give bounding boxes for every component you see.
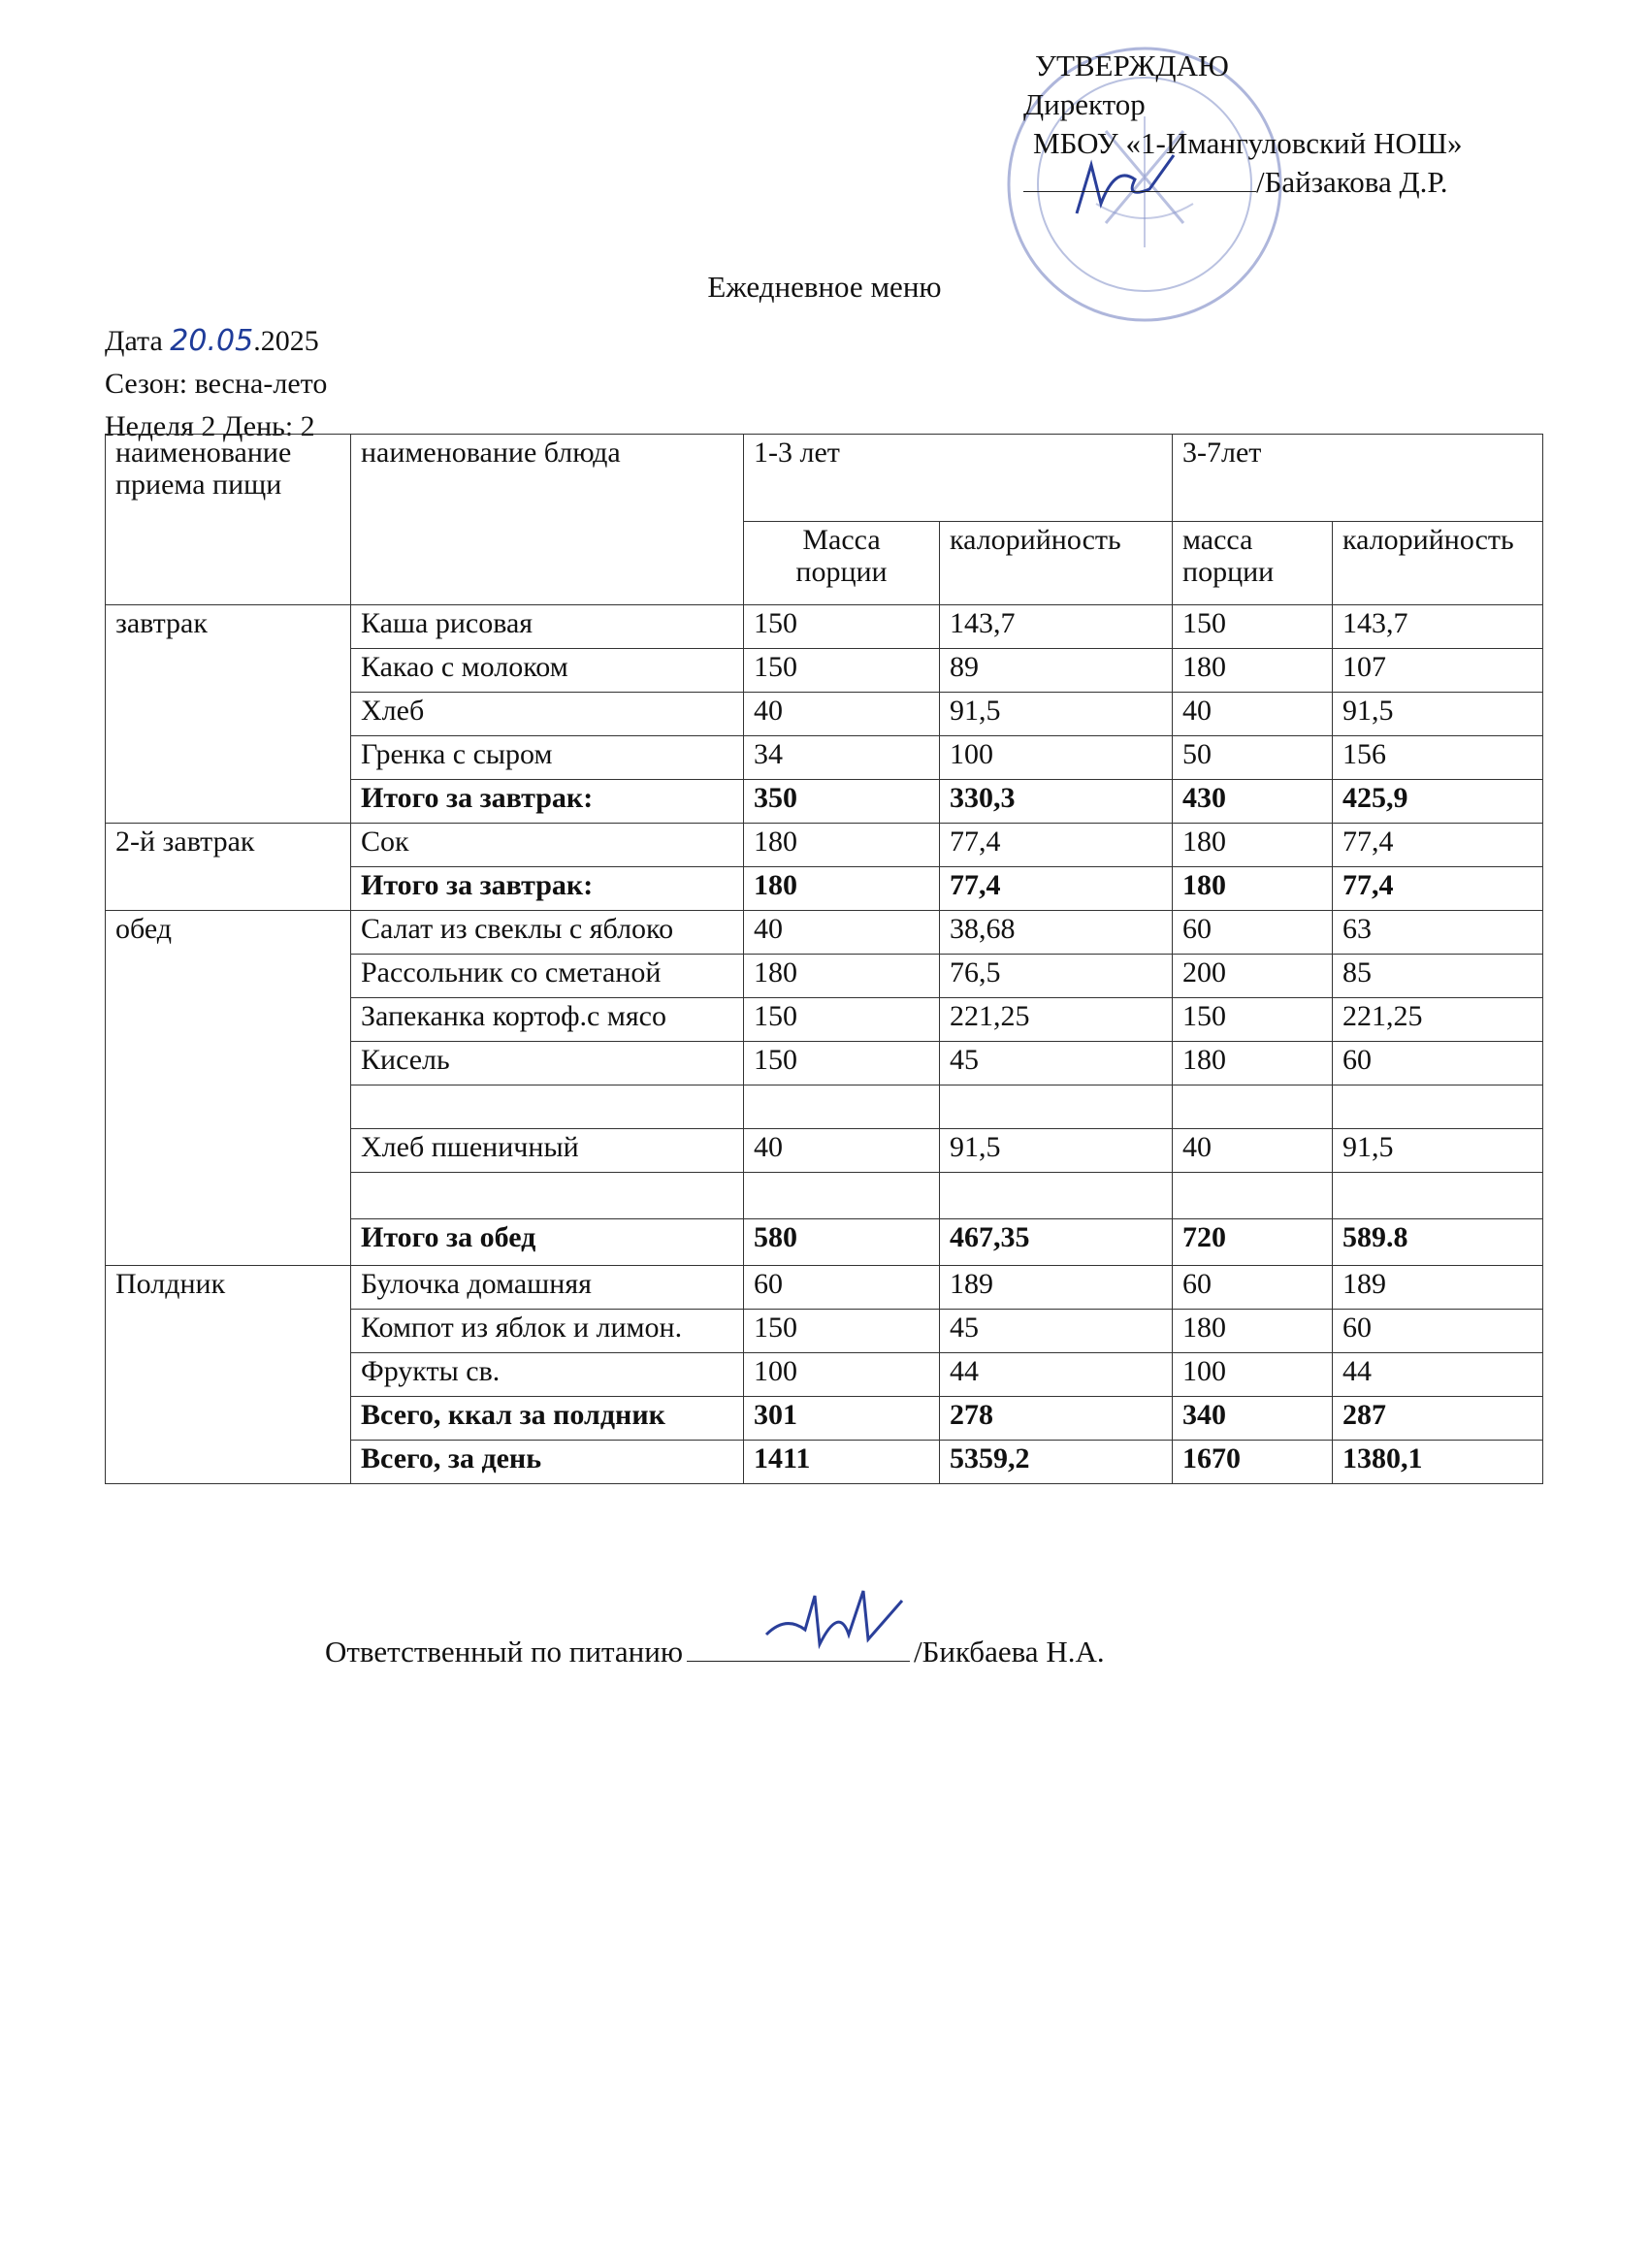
calorie-cell: 156 — [1333, 736, 1543, 780]
header-cal-2: калорийность — [1333, 522, 1543, 605]
mass-cell: 100 — [1173, 1353, 1333, 1397]
header-dish: наименование блюда — [351, 435, 744, 605]
mass-cell: 180 — [744, 867, 940, 911]
calorie-cell: 38,68 — [940, 911, 1173, 955]
mass-cell: 34 — [744, 736, 940, 780]
calorie-cell: 45 — [940, 1042, 1173, 1085]
mass-cell: 40 — [744, 1129, 940, 1173]
header-cal-1: калорийность — [940, 522, 1173, 605]
calorie-cell: 425,9 — [1333, 780, 1543, 824]
calorie-cell: 221,25 — [940, 998, 1173, 1042]
responsible-name: /Бикбаева Н.А. — [914, 1635, 1105, 1669]
calorie-cell: 77,4 — [940, 824, 1173, 867]
calorie-cell: 89 — [940, 649, 1173, 693]
calorie-cell: 221,25 — [1333, 998, 1543, 1042]
mass-cell: 1411 — [744, 1441, 940, 1484]
calorie-cell: 44 — [940, 1353, 1173, 1397]
dish-cell: Каша рисовая — [351, 605, 744, 649]
responsible-underline — [687, 1661, 910, 1662]
calorie-cell — [940, 1085, 1173, 1129]
header-age-3-7: 3-7лет — [1173, 435, 1543, 522]
dish-cell: Запеканка кортоф.с мясо — [351, 998, 744, 1042]
dish-cell: Итого за завтрак: — [351, 780, 744, 824]
meal-cell: завтрак — [106, 605, 351, 824]
responsible-block — [325, 1635, 1105, 1669]
dish-cell: Хлеб — [351, 693, 744, 736]
mass-cell: 150 — [744, 605, 940, 649]
mass-cell — [1173, 1085, 1333, 1129]
calorie-cell: 189 — [1333, 1266, 1543, 1310]
mass-cell: 60 — [1173, 1266, 1333, 1310]
calorie-cell: 100 — [940, 736, 1173, 780]
calorie-cell: 467,35 — [940, 1219, 1173, 1266]
mass-cell: 100 — [744, 1353, 940, 1397]
header-mass-1: Масса порции — [744, 522, 940, 605]
menu-meta — [105, 320, 327, 448]
mass-cell: 720 — [1173, 1219, 1333, 1266]
table-row — [106, 911, 1543, 955]
calorie-cell: 189 — [940, 1266, 1173, 1310]
header-age-1-3: 1-3 лет — [744, 435, 1173, 522]
calorie-cell: 589.8 — [1333, 1219, 1543, 1266]
table-row — [106, 605, 1543, 649]
approval-name: /Байзакова Д.Р. — [1256, 165, 1448, 199]
mass-cell: 60 — [1173, 911, 1333, 955]
meal-cell: Полдник — [106, 1266, 351, 1484]
dish-cell: Итого за обед — [351, 1219, 744, 1266]
approval-position: Директор — [1023, 87, 1146, 121]
calorie-cell: 143,7 — [1333, 605, 1543, 649]
calorie-cell: 1380,1 — [1333, 1441, 1543, 1484]
calorie-cell: 76,5 — [940, 955, 1173, 998]
mass-cell: 50 — [1173, 736, 1333, 780]
mass-cell: 150 — [744, 649, 940, 693]
dish-cell — [351, 1085, 744, 1129]
dish-cell: Компот из яблок и лимон. — [351, 1310, 744, 1353]
date-line — [105, 320, 327, 363]
dish-cell: Кисель — [351, 1042, 744, 1085]
mass-cell: 180 — [1173, 867, 1333, 911]
calorie-cell: 5359,2 — [940, 1441, 1173, 1484]
mass-cell: 180 — [744, 824, 940, 867]
dish-cell: Хлеб пшеничный — [351, 1129, 744, 1173]
calorie-cell — [1333, 1085, 1543, 1129]
mass-cell: 150 — [744, 1042, 940, 1085]
dish-cell: Сок — [351, 824, 744, 867]
mass-cell — [744, 1173, 940, 1219]
mass-cell — [1173, 1173, 1333, 1219]
week-day-line: Неделя 2 День: 2 — [105, 410, 315, 442]
page-title: Ежедневное меню — [707, 270, 942, 304]
date-handwritten: 20.05 — [170, 324, 254, 358]
dish-cell: Итого за завтрак: — [351, 867, 744, 911]
dish-cell: Булочка домашняя — [351, 1266, 744, 1310]
calorie-cell: 44 — [1333, 1353, 1543, 1397]
mass-cell: 180 — [1173, 649, 1333, 693]
calorie-cell: 77,4 — [1333, 867, 1543, 911]
mass-cell: 150 — [744, 1310, 940, 1353]
approval-school: МБОУ «1-Имангуловский НОШ» — [1033, 126, 1463, 160]
mass-cell: 40 — [744, 693, 940, 736]
calorie-cell: 45 — [940, 1310, 1173, 1353]
mass-cell: 150 — [1173, 605, 1333, 649]
calorie-cell: 143,7 — [940, 605, 1173, 649]
table-row — [106, 1266, 1543, 1310]
mass-cell: 200 — [1173, 955, 1333, 998]
signature-underline — [1023, 191, 1256, 192]
header-mass-2: масса порции — [1173, 522, 1333, 605]
dish-cell: Рассольник со сметаной — [351, 955, 744, 998]
approval-signature-line — [1023, 163, 1463, 202]
approval-block — [1023, 47, 1463, 202]
mass-cell: 60 — [744, 1266, 940, 1310]
dish-cell: Салат из свеклы с яблоко — [351, 911, 744, 955]
calorie-cell: 77,4 — [1333, 824, 1543, 867]
calorie-cell: 107 — [1333, 649, 1543, 693]
calorie-cell — [1333, 1173, 1543, 1219]
season-line: Сезон: весна-лето — [105, 368, 328, 400]
calorie-cell: 91,5 — [940, 693, 1173, 736]
calorie-cell: 77,4 — [940, 867, 1173, 911]
calorie-cell: 85 — [1333, 955, 1543, 998]
calorie-cell: 330,3 — [940, 780, 1173, 824]
mass-cell: 40 — [1173, 693, 1333, 736]
mass-cell: 340 — [1173, 1397, 1333, 1441]
mass-cell: 180 — [744, 955, 940, 998]
mass-cell: 40 — [744, 911, 940, 955]
calorie-cell: 287 — [1333, 1397, 1543, 1441]
dish-cell: Всего, за день — [351, 1441, 744, 1484]
responsible-label: Ответственный по питанию — [325, 1635, 683, 1669]
calorie-cell: 91,5 — [1333, 1129, 1543, 1173]
menu-table — [105, 434, 1543, 1484]
calorie-cell: 91,5 — [940, 1129, 1173, 1173]
dish-cell: Какао с молоком — [351, 649, 744, 693]
calorie-cell: 60 — [1333, 1310, 1543, 1353]
mass-cell: 1670 — [1173, 1441, 1333, 1484]
approval-heading: УТВЕРЖДАЮ — [1035, 49, 1229, 82]
header-meal: наименование приема пищи — [106, 435, 351, 605]
mass-cell: 430 — [1173, 780, 1333, 824]
dish-cell: Гренка с сыром — [351, 736, 744, 780]
dish-cell: Фрукты св. — [351, 1353, 744, 1397]
meal-cell: обед — [106, 911, 351, 1266]
date-label: Дата — [105, 325, 163, 357]
mass-cell: 150 — [744, 998, 940, 1042]
mass-cell: 150 — [1173, 998, 1333, 1042]
date-year: .2025 — [253, 325, 319, 357]
mass-cell: 350 — [744, 780, 940, 824]
calorie-cell: 60 — [1333, 1042, 1543, 1085]
mass-cell — [744, 1085, 940, 1129]
calorie-cell: 278 — [940, 1397, 1173, 1441]
mass-cell: 180 — [1173, 1310, 1333, 1353]
header-row-1 — [106, 435, 1543, 522]
dish-cell — [351, 1173, 744, 1219]
mass-cell: 180 — [1173, 824, 1333, 867]
mass-cell: 301 — [744, 1397, 940, 1441]
mass-cell: 180 — [1173, 1042, 1333, 1085]
dish-cell: Всего, ккал за полдник — [351, 1397, 744, 1441]
meal-cell: 2-й завтрак — [106, 824, 351, 911]
mass-cell: 580 — [744, 1219, 940, 1266]
mass-cell: 40 — [1173, 1129, 1333, 1173]
calorie-cell: 91,5 — [1333, 693, 1543, 736]
calorie-cell: 63 — [1333, 911, 1543, 955]
calorie-cell — [940, 1173, 1173, 1219]
table-row — [106, 824, 1543, 867]
